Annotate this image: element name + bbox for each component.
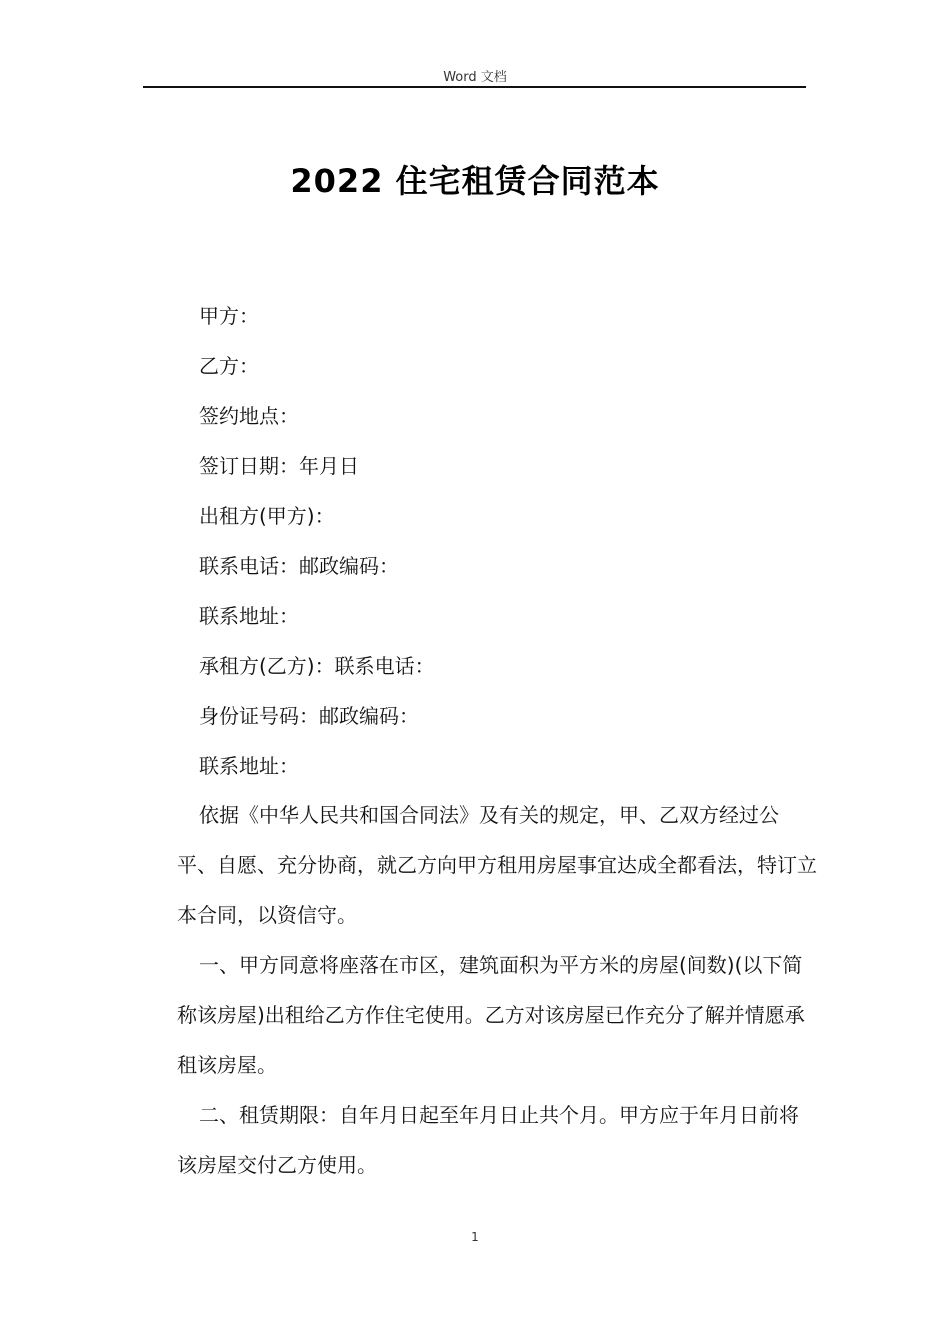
field-line: 身份证号码：邮政编码： <box>199 704 419 728</box>
document-title: 2022 住宅租赁合同范本 <box>290 162 660 200</box>
field-line: 签订日期：年月日 <box>199 454 359 478</box>
body-paragraph: 二、租赁期限：自年月日起至年月日止共个月。甲方应于年月日前将该房屋交付乙方使用。 <box>177 1103 799 1177</box>
field-line: 承租方(乙方)：联系电话： <box>199 654 435 678</box>
body-paragraph: 依据《中华人民共和国合同法》及有关的规定，甲、乙双方经过公平、自愿、充分协商，就乙方向甲方租用房屋事宜达成全都看法，特订立本合同，以资信守。 <box>177 803 817 927</box>
field-line: 联系电话：邮政编码： <box>199 554 399 578</box>
field-line: 乙方： <box>199 354 259 378</box>
page-number: 1 <box>471 1230 479 1244</box>
field-line: 联系地址： <box>199 754 299 778</box>
field-line: 联系地址： <box>199 604 299 628</box>
header-divider <box>143 86 806 88</box>
field-line: 出租方(甲方)： <box>199 504 335 528</box>
field-line: 签约地点： <box>199 404 299 428</box>
field-line: 甲方： <box>199 304 259 328</box>
body-paragraph: 一、甲方同意将座落在市区，建筑面积为平方米的房屋(间数)(以下简称该房屋)出租给乙方作住宅使用。乙方对该房屋已作充分了解并情愿承租该房屋。 <box>177 953 805 1077</box>
page-header-text: Word 文档 <box>443 70 507 85</box>
